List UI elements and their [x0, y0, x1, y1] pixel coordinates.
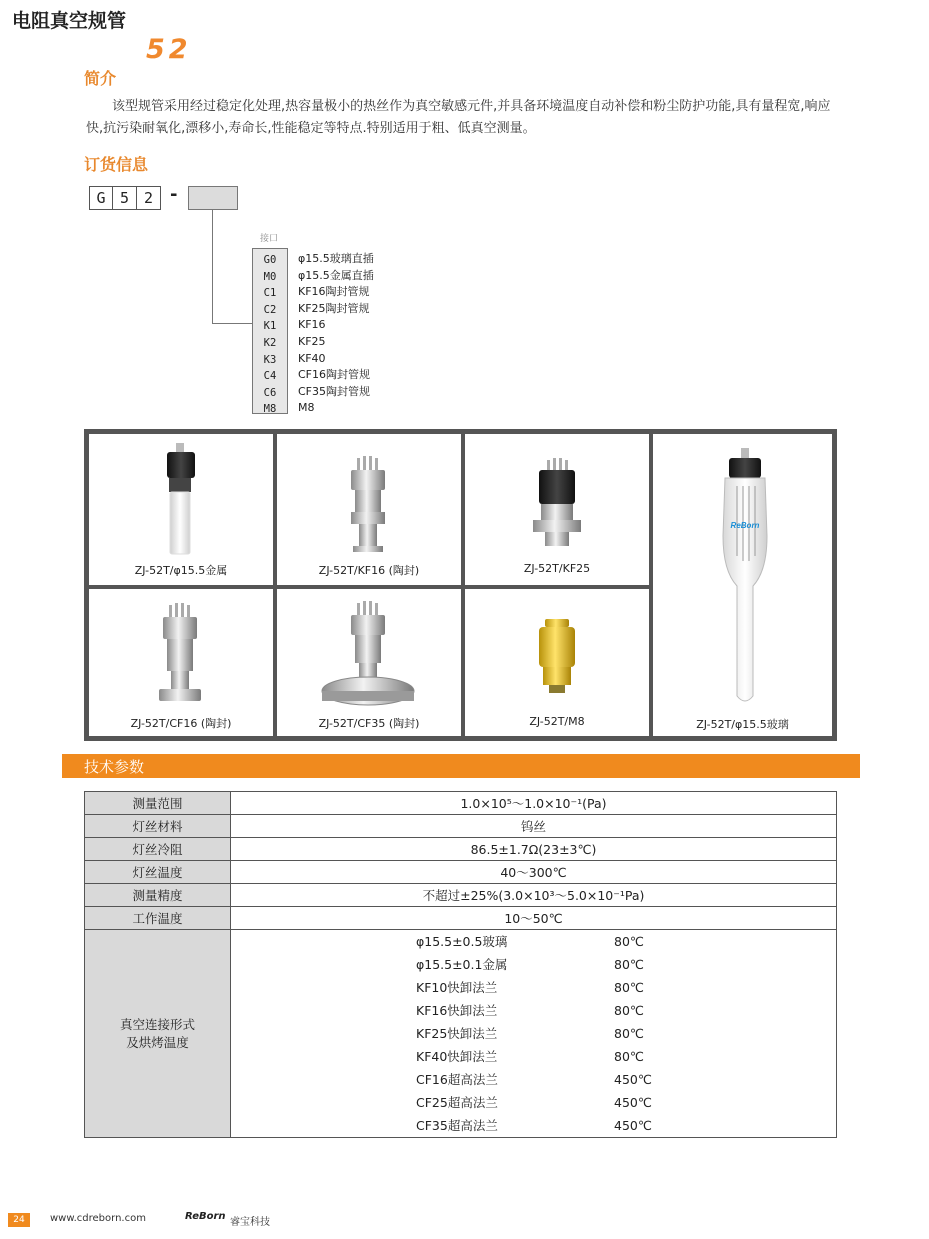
product-cell-kf25 — [463, 432, 651, 587]
option-code: G0 — [263, 254, 277, 266]
bake-label — [85, 930, 231, 1138]
option-desc: KF40 — [298, 351, 326, 365]
bake-temp: 80℃ — [614, 1026, 644, 1041]
option-desc: KF25 — [298, 334, 326, 348]
bake-temp: 450℃ — [614, 1072, 652, 1087]
bake-connection: KF10快卸法兰 — [416, 980, 498, 995]
option-code: K3 — [263, 353, 277, 366]
specs-heading: 技术参数 — [84, 758, 145, 776]
bake-connection: CF35超高法兰 — [416, 1118, 498, 1133]
option-desc: KF25陶封管规 — [298, 301, 370, 315]
gauge-kf25-image — [465, 436, 649, 561]
table-row — [85, 907, 837, 930]
page-title: 电阻真空规管 — [12, 10, 127, 32]
product-grid — [84, 429, 837, 741]
option-code: K1 — [263, 320, 277, 333]
bake-connection: KF40快卸法兰 — [416, 1049, 498, 1064]
bake-connection: CF25超高法兰 — [416, 1095, 498, 1110]
footer-company: 睿宝科技 — [230, 1217, 270, 1228]
product-caption: ZJ-52T/M8 — [529, 715, 585, 728]
bake-temp: 80℃ — [614, 1003, 644, 1018]
specs-bar — [62, 754, 860, 778]
spec-label: 灯丝温度 — [85, 861, 231, 884]
code-blank-slot — [188, 186, 238, 210]
intro-heading: 简介 — [84, 69, 117, 88]
footer-brand-logo: ReBorn — [185, 1211, 226, 1222]
option-code: C1 — [263, 287, 277, 300]
spec-label: 灯丝冷阻 — [85, 838, 231, 861]
option-desc: φ15.5金属直插 — [298, 268, 374, 282]
code-char-g: G — [89, 186, 113, 210]
list-item — [231, 999, 836, 1022]
glass-brand-logo: ReBorn — [730, 521, 760, 530]
table-row — [85, 838, 837, 861]
bake-connection: φ15.5±0.1金属 — [416, 957, 508, 972]
bake-temp: 450℃ — [614, 1118, 652, 1133]
product-caption: ZJ-52T/φ15.5金属 — [134, 564, 228, 577]
interface-label: 接口 — [260, 234, 279, 244]
bake-values — [231, 930, 837, 1138]
product-caption: ZJ-52T/KF25 — [523, 562, 591, 575]
spec-value: 不超过±25%(3.0×10³～5.0×10⁻¹Pa) — [231, 884, 837, 907]
list-item — [231, 930, 836, 953]
bake-connection: KF25快卸法兰 — [416, 1026, 498, 1041]
bake-connection: φ15.5±0.5玻璃 — [416, 934, 508, 949]
list-item — [231, 953, 836, 976]
gauge-kf16-image — [277, 436, 461, 561]
list-item — [231, 1045, 836, 1068]
model-logo: 52 — [146, 34, 192, 65]
intro-text: 该型规管采用经过稳定化处理,热容量极小的热丝作为真空敏感元件,并具备环境温度自动补偿和粉尘防护功能,具有量程宽,响应快,抗污染耐氧化,漂移小,寿命长,性能稳定等特点.特别适用于粗、低真空测量。 — [86, 99, 831, 136]
list-item — [231, 1022, 836, 1045]
ordering-heading: 订货信息 — [84, 155, 149, 174]
spec-label: 测量范围 — [85, 792, 231, 815]
product-cell-glass — [651, 432, 834, 738]
page-number: 24 — [8, 1213, 30, 1227]
product-cell-metal — [87, 432, 275, 587]
option-desc-list — [298, 251, 374, 417]
option-code: M8 — [263, 403, 277, 416]
bake-connection: CF16超高法兰 — [416, 1072, 498, 1087]
product-cell-m8 — [463, 587, 651, 738]
bake-list — [231, 930, 836, 1137]
code-dash: - — [170, 184, 178, 205]
connector-line-vertical — [212, 210, 213, 324]
list-item — [231, 976, 836, 999]
bake-connection: KF16快卸法兰 — [416, 1003, 498, 1018]
spec-label: 工作温度 — [85, 907, 231, 930]
product-cell-cf16 — [87, 587, 275, 738]
spec-value: 10～50℃ — [231, 907, 837, 930]
option-code: C6 — [263, 386, 277, 399]
table-row — [85, 861, 837, 884]
option-code-list — [252, 248, 288, 414]
list-item — [231, 1068, 836, 1091]
footer-url: www.cdreborn.com — [50, 1213, 146, 1224]
product-caption: ZJ-52T/KF16 (陶封) — [318, 564, 420, 577]
code-char-5: 5 — [113, 186, 137, 210]
spec-value: 1.0×10⁵～1.0×10⁻¹(Pa) — [231, 792, 837, 815]
option-code: C2 — [263, 303, 277, 316]
product-cell-cf35 — [275, 587, 463, 738]
option-desc: φ15.5玻璃直插 — [298, 252, 374, 265]
option-desc: CF16陶封管规 — [298, 368, 371, 382]
bake-temp: 450℃ — [614, 1095, 652, 1110]
gauge-metal-image — [89, 436, 273, 561]
option-code: M0 — [263, 270, 277, 283]
list-item — [231, 1114, 836, 1137]
product-caption: ZJ-52T/φ15.5玻璃 — [696, 718, 789, 731]
table-row — [85, 792, 837, 815]
gauge-m8-image — [465, 591, 649, 713]
product-cell-kf16 — [275, 432, 463, 587]
gauge-glass-image — [653, 436, 832, 711]
option-desc: CF35陶封管规 — [298, 384, 371, 398]
spec-value: 86.5±1.7Ω(23±3℃) — [231, 838, 837, 861]
list-item — [231, 1091, 836, 1114]
bake-label-line2: 及烘烤温度 — [126, 1034, 189, 1050]
gauge-cf35-image — [277, 591, 461, 713]
spec-value: 钨丝 — [231, 815, 837, 838]
bake-temp: 80℃ — [614, 980, 644, 995]
bake-temp: 80℃ — [614, 957, 644, 972]
option-desc: M8 — [298, 401, 315, 415]
product-caption: ZJ-52T/CF35 (陶封) — [318, 717, 420, 730]
table-row — [85, 815, 837, 838]
spec-label: 灯丝材料 — [85, 815, 231, 838]
code-char-2: 2 — [137, 186, 161, 210]
option-desc: KF16 — [298, 318, 326, 332]
spec-value: 40～300℃ — [231, 861, 837, 884]
bake-temp: 80℃ — [614, 934, 644, 949]
bake-temp: 80℃ — [614, 1049, 644, 1064]
option-desc: KF16陶封管规 — [298, 285, 370, 299]
table-row-bake — [85, 930, 837, 1138]
connector-line-horizontal — [212, 323, 252, 324]
table-row — [85, 884, 837, 907]
option-code: K2 — [263, 336, 277, 349]
spec-label: 测量精度 — [85, 884, 231, 907]
product-caption: ZJ-52T/CF16 (陶封) — [130, 717, 232, 730]
specs-table — [84, 791, 837, 1138]
option-code: C4 — [263, 370, 277, 383]
gauge-cf16-image — [89, 591, 273, 713]
bake-label-line1: 真空连接形式 — [119, 1016, 195, 1032]
